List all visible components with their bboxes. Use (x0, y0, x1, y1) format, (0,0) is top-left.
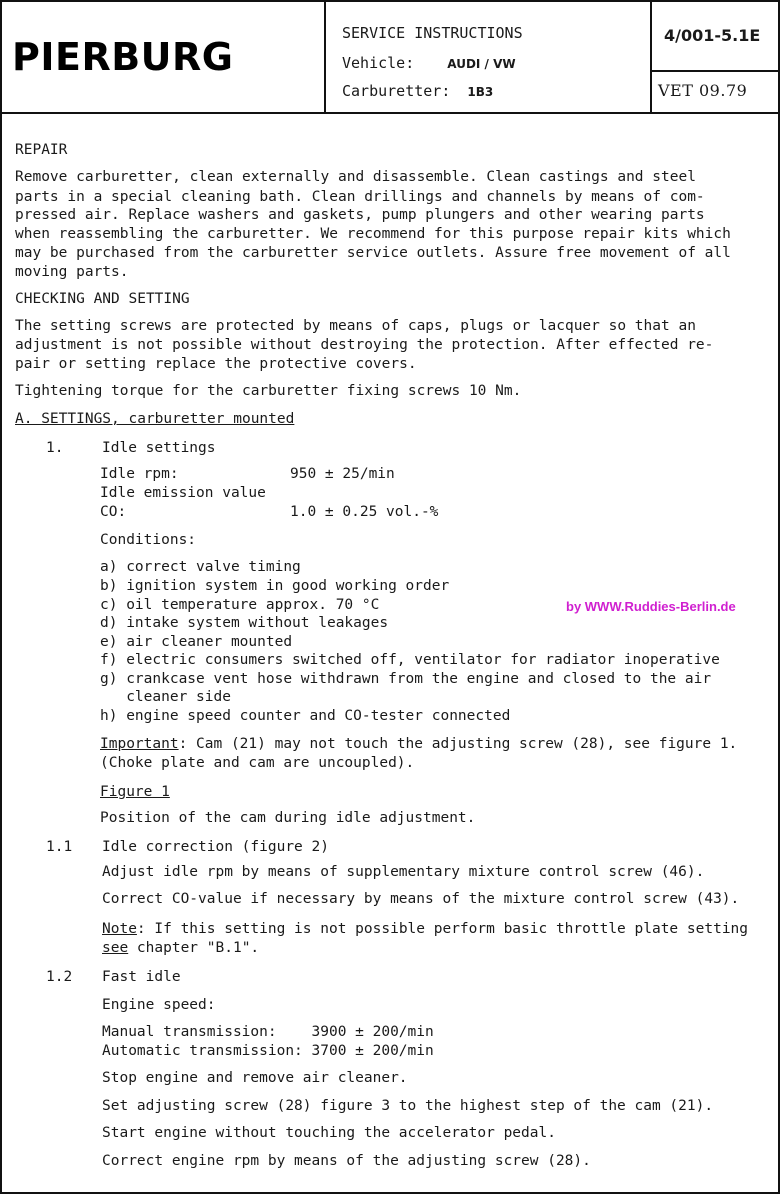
important-line-2: (Choke plate and cam are uncoupled). (100, 755, 415, 771)
item-1-2-number: 1.2 (46, 969, 73, 985)
figure-1-label: Figure 1 (100, 784, 170, 800)
engine-speed-label: Engine speed: (102, 997, 216, 1013)
ruddies-watermark: by WWW.Ruddies-Berlin.de (566, 599, 736, 614)
date-cell (652, 72, 778, 112)
doc-number-cell (652, 2, 778, 72)
carburetter-value: 1B3 (467, 85, 494, 99)
repair-heading: REPAIR (15, 142, 68, 158)
carburetter-label: Carburetter: (342, 82, 451, 100)
pierburg-logo: PIERBURG (12, 35, 234, 79)
emission-label: Idle emission value (100, 485, 266, 501)
co-value: 1.0 ± 0.25 vol.-% (290, 504, 439, 520)
condition-a: a) correct valve timing (100, 559, 301, 575)
section-a-heading: A. SETTINGS, carburetter mounted (15, 411, 295, 427)
vehicle-label: Vehicle: (342, 54, 415, 72)
item-1-title: Idle settings (102, 440, 216, 456)
condition-e: e) air cleaner mounted (100, 634, 293, 650)
logo-cell (2, 2, 326, 112)
important-label: Important (100, 736, 179, 752)
important-note (100, 735, 737, 754)
note-line-2 (102, 939, 259, 958)
condition-g-cont: cleaner side (100, 689, 231, 705)
vehicle-row (342, 54, 516, 72)
repair-line-3: pressed air. Replace washers and gaskets, pump plungers and other wearing parts (15, 207, 705, 223)
vehicle-value: AUDI / VW (447, 57, 516, 71)
repair-line-2: parts in a special cleaning bath. Clean drillings and channels by means of com- (15, 189, 705, 205)
automatic-transmission: Automatic transmission: 3700 ± 200/min (102, 1043, 434, 1059)
item-1-1-line-1: Adjust idle rpm by means of supplementary mixture control screw (46). (102, 864, 705, 880)
repair-line-5: may be purchased from the carburetter service outlets. Assure free movement of all (15, 245, 731, 261)
condition-f: f) electric consumers switched off, ventilator for radiator inoperative (100, 652, 720, 668)
condition-c: c) oil temperature approx. 70 °C (100, 597, 380, 613)
checking-line-1: The setting screws are protected by means of caps, plugs or lacquer so that an (15, 318, 696, 334)
important-text: : Cam (21) may not touch the adjusting screw (28), see figure 1. (178, 736, 738, 752)
note-label: Note (102, 921, 137, 937)
step-start-engine: Start engine without touching the accelerator pedal. (102, 1125, 556, 1141)
service-info-cell (324, 2, 652, 112)
item-1-2-title: Fast idle (102, 969, 181, 985)
conditions-heading: Conditions: (100, 532, 197, 548)
step-correct-rpm: Correct engine rpm by means of the adjusting screw (28). (102, 1153, 591, 1169)
step-set-screw: Set adjusting screw (28) figure 3 to the highest step of the cam (21). (102, 1098, 714, 1114)
item-1-1-line-2: Correct CO-value if necessary by means of the mixture control screw (43). (102, 891, 740, 907)
note (102, 920, 748, 939)
doc-date: VET 09.79 (658, 81, 748, 100)
checking-line-3: pair or setting replace the protective covers. (15, 356, 417, 372)
document-header (2, 2, 778, 114)
condition-b: b) ignition system in good working order (100, 578, 450, 594)
repair-line-1: Remove carburetter, clean externally and disassemble. Clean castings and steel (15, 169, 696, 185)
condition-h: h) engine speed counter and CO-tester connected (100, 708, 511, 724)
item-1-number: 1. (46, 440, 64, 456)
note-see: see (102, 940, 129, 956)
step-stop-engine: Stop engine and remove air cleaner. (102, 1070, 408, 1086)
item-1-1-title: Idle correction (figure 2) (102, 839, 329, 855)
manual-transmission: Manual transmission: 3900 ± 200/min (102, 1024, 434, 1040)
service-title: SERVICE INSTRUCTIONS (342, 24, 523, 42)
note-chapter: chapter "B.1". (128, 940, 260, 956)
item-1-1-number: 1.1 (46, 839, 73, 855)
torque-line: Tightening torque for the carburetter fixing screws 10 Nm. (15, 383, 522, 399)
co-label: CO: (100, 504, 127, 520)
repair-line-4: when reassembling the carburetter. We recommend for this purpose repair kits which (15, 226, 731, 242)
condition-d: d) intake system without leakages (100, 615, 389, 631)
condition-g: g) crankcase vent hose withdrawn from the engine and closed to the air (100, 671, 712, 687)
figure-1-caption: Position of the cam during idle adjustment. (100, 810, 476, 826)
doc-number: 4/001-5.1E (664, 26, 761, 45)
repair-line-6: moving parts. (15, 264, 129, 280)
idle-rpm-value: 950 ± 25/min (290, 466, 395, 482)
carburetter-row (342, 82, 493, 100)
idle-rpm-label: Idle rpm: (100, 466, 179, 482)
checking-heading: CHECKING AND SETTING (15, 291, 190, 307)
checking-line-2: adjustment is not possible without destroying the protection. After effected re- (15, 337, 714, 353)
note-text: : If this setting is not possible perform basic throttle plate setting (136, 921, 749, 937)
